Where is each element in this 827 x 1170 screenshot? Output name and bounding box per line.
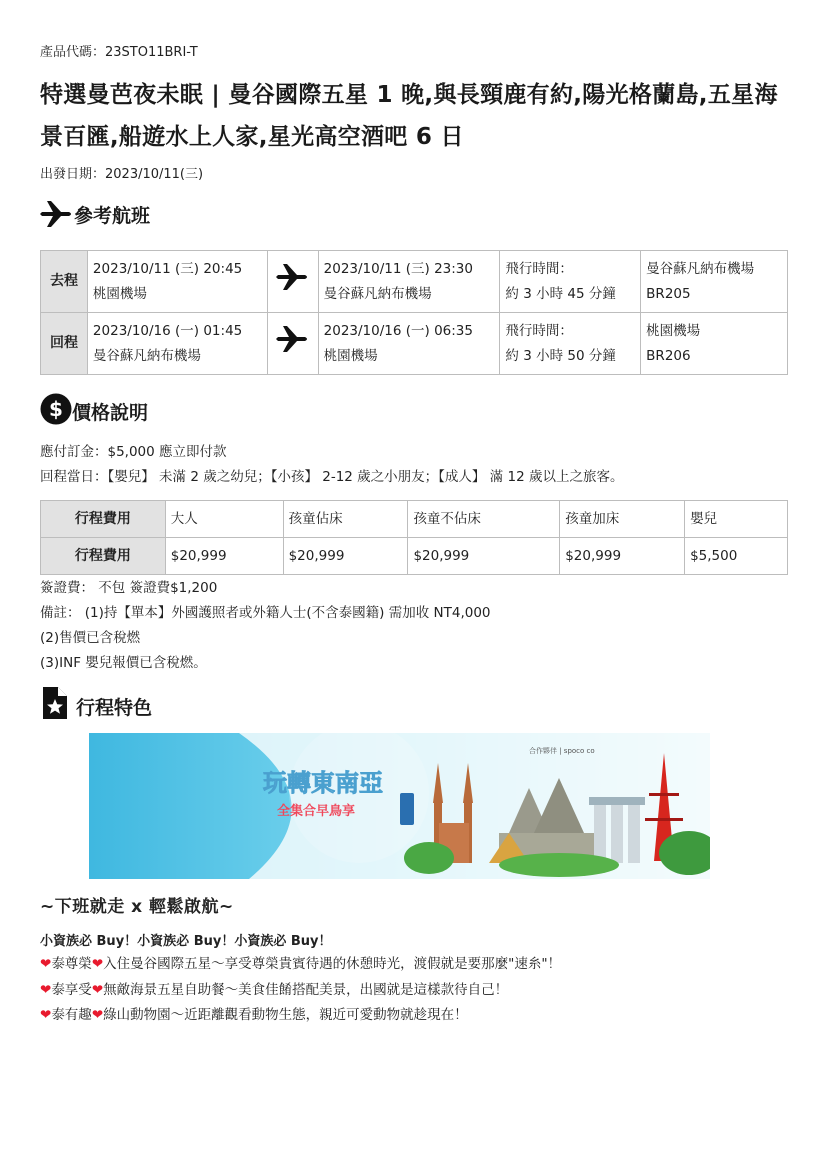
document-star-icon (40, 686, 70, 720)
arrival-cell (318, 313, 500, 375)
price-column-header: 嬰兒 (685, 501, 788, 538)
flight-section-heading (40, 200, 150, 228)
note-line: (2)售價已含稅燃 (40, 630, 141, 646)
visa-fee-text: 簽證費： 不包 簽證費$1,200 (40, 580, 218, 596)
airplane-icon (267, 251, 318, 313)
flight-direction-label: 回程 (41, 313, 88, 375)
heart-icon: ❤ (40, 982, 52, 998)
price-row-label: 行程費用 (41, 538, 166, 575)
price-column-header: 孩童佔床 (283, 501, 408, 538)
duration-value: 約 3 小時 45 分鐘 (505, 285, 616, 302)
highlight-item (40, 953, 561, 975)
arrival-cell (318, 251, 500, 313)
feature-section-heading (40, 686, 152, 720)
departure-cell (87, 251, 267, 313)
price-cell: $20,999 (560, 538, 685, 575)
heart-icon: ❤ (91, 982, 104, 998)
flight-info-cell (641, 251, 788, 313)
arrival-time: 2023/10/16 (一) 06:35 (323, 322, 473, 339)
departure-cell (87, 313, 267, 375)
highlight-text: 綠山動物園～近距離觀看動物生態，親近可愛動物就趁現在！ (103, 1007, 468, 1023)
departure-time: 2023/10/11 (三) 20:45 (92, 260, 243, 277)
price-column-header: 孩童不佔床 (408, 501, 560, 538)
note-line: (3)INF 嬰兒報價已含稅燃。 (40, 655, 207, 671)
banner-title: 玩轉東南亞 (263, 769, 383, 797)
feature-section-title: 行程特色 (76, 697, 153, 719)
duration-cell (500, 313, 641, 375)
airplane-icon (40, 200, 74, 228)
highlight-tag: 泰有趣 (51, 1007, 92, 1023)
heart-icon: ❤ (40, 956, 52, 972)
airplane-icon (267, 313, 318, 375)
flight-info-cell (641, 313, 788, 375)
highlight-text: 無敵海景五星自助餐～美食佳餚搭配美景，出國就是這樣款待自己！ (103, 982, 509, 998)
flight-section-title: 參考航班 (74, 205, 151, 227)
flight-direction-label: 去程 (41, 251, 88, 313)
banner-subtitle: 全集合早鳥享 (277, 804, 356, 819)
price-section-heading (40, 393, 148, 425)
heart-icon: ❤ (40, 1007, 52, 1023)
duration-value: 約 3 小時 50 分鐘 (505, 347, 616, 364)
price-column-header: 大人 (165, 501, 283, 538)
price-cell: $20,999 (165, 538, 283, 575)
price-column-header: 孩童加床 (560, 501, 685, 538)
heart-icon: ❤ (91, 956, 104, 972)
feature-sub-heading: ~下班就走 x 輕鬆啟航~ (40, 897, 234, 917)
flight-row-return (41, 313, 788, 375)
dollar-icon (40, 393, 72, 425)
highlight-text: 入住曼谷國際五星～享受尊榮貴賓待遇的休憩時光，渡假就是要那麼"速糸"！ (103, 956, 562, 972)
arrival-airport: 曼谷蘇凡納布機場 (323, 285, 432, 302)
highlight-tag: 泰尊榮 (51, 956, 92, 972)
price-row-label: 行程費用 (41, 501, 166, 538)
price-cell: $5,500 (685, 538, 788, 575)
highlight-item (40, 1004, 468, 1026)
duration-label: 飛行時間： (505, 322, 573, 339)
product-code: 產品代碼：23STO11BRI-T (40, 45, 198, 60)
flight-number: BR205 (646, 285, 691, 302)
note-line: 備註： (1)持【單本】外國護照者或外籍人士(不含泰國籍) 需加收 NT4,000 (40, 605, 491, 621)
departure-airport: 曼谷蘇凡納布機場 (92, 347, 201, 364)
duration-label: 飛行時間： (505, 260, 573, 277)
departure-date: 出發日期：2023/10/11(三) (40, 167, 204, 182)
highlight-item (40, 979, 508, 1001)
svg-text:$: $ (49, 397, 63, 421)
highlight-heading: 小資族必 Buy！小資族必 Buy！小資族必 Buy！ (40, 934, 332, 949)
price-header-row (41, 501, 788, 538)
heart-icon: ❤ (91, 1007, 104, 1023)
age-definition-text: 回程當日：【嬰兒】 未滿 2 歲之幼兒；【小孩】 2-12 歲之小朋友；【成人】 滿 12 歲以上之旅客。 (40, 469, 624, 485)
duration-cell (500, 251, 641, 313)
deposit-text: 應付訂金：$5,000 應立即付款 (40, 444, 227, 460)
destination-airport: 桃園機場 (646, 322, 701, 339)
price-cell: $20,999 (283, 538, 408, 575)
departure-airport: 桃園機場 (92, 285, 147, 302)
flight-number: BR206 (646, 347, 691, 364)
flight-row-outbound (41, 251, 788, 313)
destination-airport: 曼谷蘇凡納布機場 (646, 260, 755, 277)
departure-time: 2023/10/16 (一) 01:45 (92, 322, 243, 339)
price-cell: $20,999 (408, 538, 560, 575)
promo-banner (89, 733, 710, 879)
highlight-tag: 泰享受 (51, 982, 92, 998)
price-table (40, 500, 788, 575)
arrival-airport: 桃園機場 (323, 347, 378, 364)
arrival-time: 2023/10/11 (三) 23:30 (323, 260, 473, 277)
flight-table (40, 250, 788, 375)
price-value-row (41, 538, 788, 575)
page-title: 特選曼芭夜未眠 | 曼谷國際五星 1 晚,與長頸鹿有約,陽光格蘭島,五星海景百匯,船遊水上人家,星光高空酒吧 6 日 (40, 82, 778, 150)
price-section-title: 價格說明 (72, 402, 149, 424)
banner-brand: 合作夥伴 | spoco co (529, 747, 595, 755)
